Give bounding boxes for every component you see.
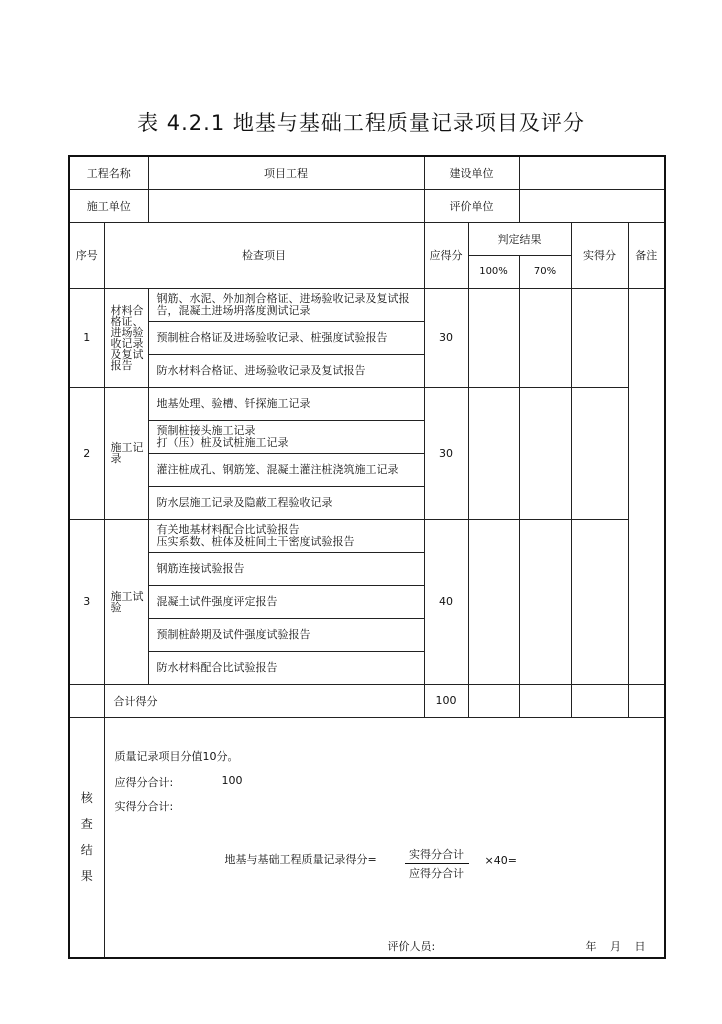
group-score: 30: [424, 288, 468, 387]
pct100-cell: [468, 387, 519, 519]
result-side-label: 核查结果: [80, 791, 93, 884]
formula-label: 地基与基础工程质量记录得分=: [224, 852, 377, 866]
col-judgement: 判定结果: [468, 222, 571, 255]
check-item: 有关地基材料配合比试验报告 压实系数、桩体及桩间土干密度试验报告: [148, 519, 424, 552]
col-check-item: 检查项目: [104, 222, 424, 288]
check-item: 防水材料合格证、进场验收记录及复试报告: [148, 354, 424, 387]
check-item: 预制桩龄期及试件强度试验报告: [148, 618, 424, 651]
column-header-row: [69, 222, 665, 255]
remark-cell: [628, 288, 665, 684]
check-item: 预制桩合格证及进场验收记录、桩强度试验报告: [148, 321, 424, 354]
should-total-value: 100: [221, 773, 243, 787]
formula-multiplier: ×40=: [484, 853, 517, 867]
builder-label: 建设单位: [424, 156, 519, 189]
col-pct70: 70%: [519, 255, 571, 288]
total-pct70: [519, 684, 571, 717]
col-should-score: 应得分: [424, 222, 468, 288]
check-item: 地基处理、验槽、钎探施工记录: [148, 387, 424, 420]
total-label: 合计得分: [104, 684, 424, 717]
check-item: 混凝土试件强度评定报告: [148, 585, 424, 618]
page-title: 表 4.2.1 地基与基础工程质量记录项目及评分: [137, 111, 585, 135]
construction-value: [148, 189, 424, 222]
group-seq: 3: [69, 519, 104, 684]
col-remark: 备注: [628, 222, 665, 288]
table-row: [69, 288, 665, 321]
quality-record-table: [68, 155, 666, 959]
evaluation-value: [519, 189, 665, 222]
pct70-cell: [519, 288, 571, 387]
total-remark: [628, 684, 665, 717]
group-category: 施工试验: [104, 519, 148, 684]
result-body-cell: [104, 717, 665, 958]
actual-total-label: 实得分合计:: [114, 799, 174, 813]
actual-score-cell: [571, 519, 628, 684]
formula-numerator: 实得分合计: [405, 846, 469, 864]
construction-row: [69, 189, 665, 222]
evaluation-label: 评价单位: [424, 189, 519, 222]
total-row: [69, 684, 665, 717]
result-side-label-cell: [69, 717, 104, 958]
total-actual: [571, 684, 628, 717]
formula-fraction: [405, 846, 469, 881]
actual-score-cell: [571, 387, 628, 519]
pct70-cell: [519, 519, 571, 684]
pct70-cell: [519, 387, 571, 519]
date-label: 年 月 日: [585, 939, 646, 953]
result-row: [69, 717, 665, 958]
group-score: 40: [424, 519, 468, 684]
col-pct100: 100%: [468, 255, 519, 288]
formula-denominator: 应得分合计: [409, 866, 464, 880]
evaluator-label: 评价人员:: [387, 939, 436, 953]
check-item: 预制桩接头施工记录 打（压）桩及试桩施工记录: [148, 420, 424, 453]
check-item: 灌注桩成孔、钢筋笼、混凝土灌注桩浇筑施工记录: [148, 453, 424, 486]
group-seq: 1: [69, 288, 104, 387]
col-seq: 序号: [69, 222, 104, 288]
check-item: 钢筋、水泥、外加剂合格证、进场验收记录及复试报告，混凝土进场坍落度测试记录: [148, 288, 424, 321]
builder-value: [519, 156, 665, 189]
total-score: 100: [424, 684, 468, 717]
result-line-1: 质量记录项目分值10分。: [114, 749, 239, 763]
project-name-value: 项目工程: [148, 156, 424, 189]
project-row: [69, 156, 665, 189]
should-total-label: 应得分合计:: [114, 775, 174, 789]
project-name-label: 工程名称: [69, 156, 148, 189]
table-row: [69, 387, 665, 420]
pct100-cell: [468, 519, 519, 684]
group-seq: 2: [69, 387, 104, 519]
check-item: 防水层施工记录及隐蔽工程验收记录: [148, 486, 424, 519]
check-item: 钢筋连接试验报告: [148, 552, 424, 585]
actual-score-cell: [571, 288, 628, 387]
construction-label: 施工单位: [69, 189, 148, 222]
total-pct100: [468, 684, 519, 717]
group-category: 施工记录: [104, 387, 148, 519]
table-row: [69, 519, 665, 552]
pct100-cell: [468, 288, 519, 387]
col-actual-score: 实得分: [571, 222, 628, 288]
total-empty-cell: [69, 684, 104, 717]
group-score: 30: [424, 387, 468, 519]
check-item: 防水材料配合比试验报告: [148, 651, 424, 684]
group-category: 材料合格证、进场验收记录及复试报告: [104, 288, 148, 387]
